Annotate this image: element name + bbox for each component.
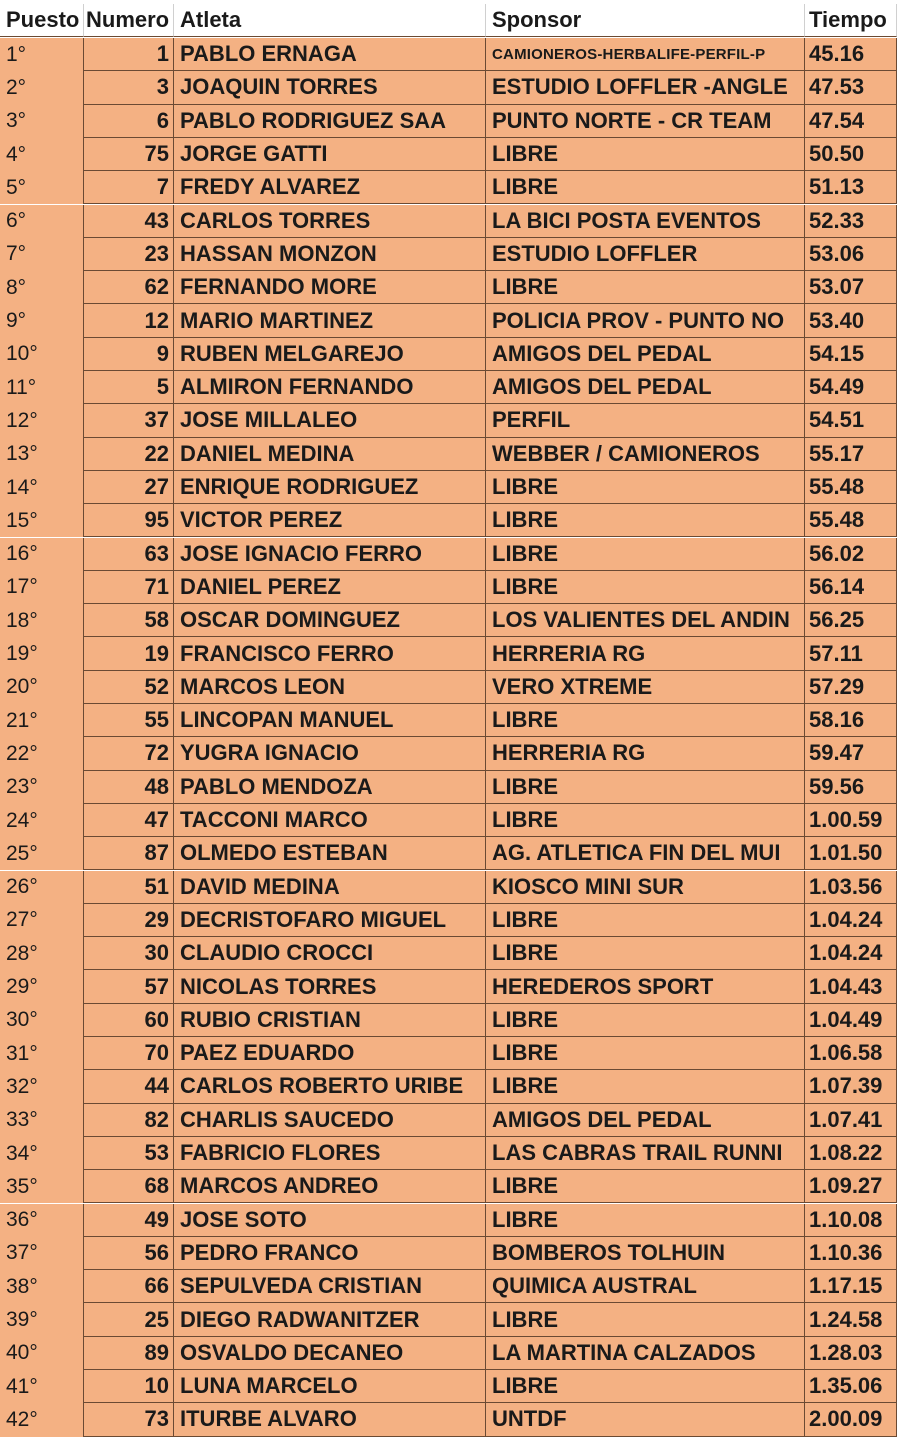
cell-tiempo[interactable]: 52.33 [805, 205, 897, 238]
cell-puesto[interactable]: 21° [0, 704, 84, 737]
cell-puesto[interactable]: 8° [0, 271, 84, 304]
cell-sponsor[interactable]: LA BICI POSTA EVENTOS [486, 205, 805, 238]
cell-sponsor[interactable]: HERRERIA RG [486, 737, 805, 770]
cell-tiempo[interactable]: 2.00.09 [805, 1403, 897, 1436]
cell-puesto[interactable]: 25° [0, 837, 84, 870]
cell-sponsor[interactable]: LIBRE [486, 1370, 805, 1403]
cell-numero[interactable]: 9 [84, 338, 174, 371]
table-row [0, 271, 900, 304]
cell-sponsor[interactable]: LIBRE [486, 904, 805, 937]
table-row [0, 1037, 900, 1070]
table-row [0, 970, 900, 1003]
cell-tiempo[interactable]: 55.48 [805, 504, 897, 537]
cell-sponsor[interactable]: BOMBEROS TOLHUIN [486, 1237, 805, 1270]
cell-atleta[interactable]: JOAQUIN TORRES [174, 71, 486, 104]
cell-puesto[interactable]: 6° [0, 205, 84, 238]
cell-numero[interactable]: 22 [84, 438, 174, 471]
cell-puesto[interactable]: 14° [0, 471, 84, 504]
cell-puesto[interactable]: 16° [0, 538, 84, 571]
cell-tiempo[interactable]: 56.25 [805, 604, 897, 637]
cell-atleta[interactable]: ALMIRON FERNANDO [174, 371, 486, 404]
cell-puesto[interactable]: 42° [0, 1403, 84, 1436]
cell-tiempo[interactable]: 1.09.27 [805, 1170, 897, 1203]
cell-tiempo[interactable]: 53.40 [805, 304, 897, 337]
cell-puesto[interactable]: 11° [0, 371, 84, 404]
cell-tiempo[interactable]: 1.28.03 [805, 1337, 897, 1370]
table-row [0, 1270, 900, 1303]
cell-sponsor[interactable]: LIBRE [486, 538, 805, 571]
cell-numero[interactable]: 71 [84, 571, 174, 604]
header-sponsor[interactable]: Sponsor [486, 4, 805, 37]
cell-tiempo[interactable]: 53.06 [805, 238, 897, 271]
cell-sponsor[interactable]: LIBRE [486, 471, 805, 504]
cell-numero[interactable]: 48 [84, 771, 174, 804]
cell-puesto[interactable]: 31° [0, 1037, 84, 1070]
cell-puesto[interactable]: 35° [0, 1170, 84, 1203]
cell-tiempo[interactable]: 59.56 [805, 771, 897, 804]
table-row [0, 238, 900, 271]
cell-numero[interactable]: 51 [84, 871, 174, 904]
table-row [0, 937, 900, 970]
cell-numero[interactable]: 68 [84, 1170, 174, 1203]
cell-numero[interactable]: 25 [84, 1303, 174, 1336]
cell-tiempo[interactable]: 1.01.50 [805, 837, 897, 870]
cell-sponsor[interactable]: LIBRE [486, 937, 805, 970]
cell-numero[interactable]: 19 [84, 637, 174, 670]
cell-numero[interactable]: 44 [84, 1070, 174, 1103]
cell-numero[interactable]: 27 [84, 471, 174, 504]
cell-numero[interactable]: 37 [84, 404, 174, 437]
table-row [0, 704, 900, 737]
table-row [0, 1004, 900, 1037]
cell-sponsor[interactable]: LIBRE [486, 571, 805, 604]
cell-atleta[interactable]: JOSE IGNACIO FERRO [174, 538, 486, 571]
cell-tiempo[interactable]: 45.16 [805, 38, 897, 71]
cell-sponsor[interactable]: LIBRE [486, 1037, 805, 1070]
cell-atleta[interactable]: HASSAN MONZON [174, 238, 486, 271]
cell-numero[interactable]: 70 [84, 1037, 174, 1070]
cell-puesto[interactable]: 17° [0, 571, 84, 604]
cell-atleta[interactable]: CARLOS TORRES [174, 205, 486, 238]
cell-tiempo[interactable]: 54.49 [805, 371, 897, 404]
cell-atleta[interactable]: PEDRO FRANCO [174, 1237, 486, 1270]
cell-atleta[interactable]: MARCOS LEON [174, 671, 486, 704]
cell-puesto[interactable]: 26° [0, 871, 84, 904]
cell-atleta[interactable]: JOSE SOTO [174, 1204, 486, 1237]
cell-sponsor[interactable]: LIBRE [486, 1204, 805, 1237]
cell-puesto[interactable]: 30° [0, 1004, 84, 1037]
cell-numero[interactable]: 73 [84, 1403, 174, 1436]
cell-sponsor[interactable]: LIBRE [486, 1070, 805, 1103]
cell-tiempo[interactable]: 56.02 [805, 538, 897, 571]
table-row [0, 1370, 900, 1403]
cell-tiempo[interactable]: 56.14 [805, 571, 897, 604]
table-row [0, 105, 900, 138]
cell-atleta[interactable]: FERNANDO MORE [174, 271, 486, 304]
cell-atleta[interactable]: MARCOS ANDREO [174, 1170, 486, 1203]
cell-puesto[interactable]: 34° [0, 1137, 84, 1170]
table-row [0, 804, 900, 837]
cell-atleta[interactable]: ENRIQUE RODRIGUEZ [174, 471, 486, 504]
cell-atleta[interactable]: OSCAR DOMINGUEZ [174, 604, 486, 637]
cell-sponsor[interactable]: PUNTO NORTE - CR TEAM [486, 105, 805, 138]
cell-puesto[interactable]: 38° [0, 1270, 84, 1303]
cell-atleta[interactable]: PAEZ EDUARDO [174, 1037, 486, 1070]
cell-puesto[interactable]: 33° [0, 1104, 84, 1137]
cell-sponsor[interactable]: UNTDF [486, 1403, 805, 1436]
cell-puesto[interactable]: 19° [0, 637, 84, 670]
table-row [0, 671, 900, 704]
cell-atleta[interactable]: FABRICIO FLORES [174, 1137, 486, 1170]
cell-sponsor[interactable]: AG. ATLETICA FIN DEL MUI [486, 837, 805, 870]
cell-tiempo[interactable]: 1.06.58 [805, 1037, 897, 1070]
cell-puesto[interactable]: 40° [0, 1337, 84, 1370]
cell-numero[interactable]: 89 [84, 1337, 174, 1370]
cell-atleta[interactable]: OLMEDO ESTEBAN [174, 837, 486, 870]
cell-numero[interactable]: 47 [84, 804, 174, 837]
cell-puesto[interactable]: 2° [0, 71, 84, 104]
header-puesto[interactable]: Puesto [0, 4, 84, 37]
table-row [0, 338, 900, 371]
cell-tiempo[interactable]: 1.08.22 [805, 1137, 897, 1170]
cell-sponsor[interactable]: ESTUDIO LOFFLER -ANGLE [486, 71, 805, 104]
cell-sponsor[interactable]: LIBRE [486, 771, 805, 804]
cell-numero[interactable]: 57 [84, 970, 174, 1003]
cell-sponsor[interactable]: VERO XTREME [486, 671, 805, 704]
table-row [0, 1204, 900, 1237]
table-row [0, 438, 900, 471]
cell-puesto[interactable]: 10° [0, 338, 84, 371]
cell-sponsor[interactable]: AMIGOS DEL PEDAL [486, 338, 805, 371]
cell-sponsor[interactable]: CAMIONEROS-HERBALIFE-PERFIL-P [486, 38, 805, 71]
cell-numero[interactable]: 82 [84, 1104, 174, 1137]
table-row [0, 1337, 900, 1370]
table-row [0, 1070, 900, 1103]
cell-tiempo[interactable]: 1.03.56 [805, 871, 897, 904]
cell-sponsor[interactable]: LIBRE [486, 171, 805, 204]
table-row [0, 38, 900, 71]
table-row [0, 771, 900, 804]
cell-tiempo[interactable]: 58.16 [805, 704, 897, 737]
table-row [0, 1137, 900, 1170]
cell-tiempo[interactable]: 55.48 [805, 471, 897, 504]
cell-tiempo[interactable]: 50.50 [805, 138, 897, 171]
cell-numero[interactable]: 63 [84, 538, 174, 571]
table-row [0, 904, 900, 937]
cell-puesto[interactable]: 18° [0, 604, 84, 637]
table-row [0, 571, 900, 604]
cell-numero[interactable]: 3 [84, 71, 174, 104]
header-atleta[interactable]: Atleta [174, 4, 486, 37]
cell-numero[interactable]: 95 [84, 504, 174, 537]
cell-atleta[interactable]: DIEGO RADWANITZER [174, 1303, 486, 1336]
cell-sponsor[interactable]: POLICIA PROV - PUNTO NO [486, 304, 805, 337]
cell-atleta[interactable]: SEPULVEDA CRISTIAN [174, 1270, 486, 1303]
cell-numero[interactable]: 87 [84, 837, 174, 870]
cell-numero[interactable]: 43 [84, 205, 174, 238]
table-row [0, 371, 900, 404]
cell-tiempo[interactable]: 51.13 [805, 171, 897, 204]
table-row [0, 138, 900, 171]
cell-puesto[interactable]: 37° [0, 1237, 84, 1270]
cell-sponsor[interactable]: WEBBER / CAMIONEROS [486, 438, 805, 471]
cell-sponsor[interactable]: LOS VALIENTES DEL ANDIN [486, 604, 805, 637]
cell-sponsor[interactable]: HEREDEROS SPORT [486, 970, 805, 1003]
cell-tiempo[interactable]: 1.04.24 [805, 904, 897, 937]
cell-atleta[interactable]: YUGRA IGNACIO [174, 737, 486, 770]
table-row [0, 71, 900, 104]
header-numero[interactable]: Numero [84, 4, 174, 37]
cell-numero[interactable]: 23 [84, 238, 174, 271]
cell-sponsor[interactable]: LIBRE [486, 138, 805, 171]
table-row [0, 1237, 900, 1270]
cell-numero[interactable]: 6 [84, 105, 174, 138]
cell-numero[interactable]: 52 [84, 671, 174, 704]
cell-sponsor[interactable]: LA MARTINA CALZADOS [486, 1337, 805, 1370]
cell-tiempo[interactable]: 1.04.43 [805, 970, 897, 1003]
cell-tiempo[interactable]: 1.17.15 [805, 1270, 897, 1303]
table-row [0, 1303, 900, 1336]
cell-atleta[interactable]: RUBEN MELGAREJO [174, 338, 486, 371]
cell-tiempo[interactable]: 1.04.49 [805, 1004, 897, 1037]
cell-tiempo[interactable]: 54.51 [805, 404, 897, 437]
cell-puesto[interactable]: 4° [0, 138, 84, 171]
cell-numero[interactable]: 10 [84, 1370, 174, 1403]
table-row [0, 637, 900, 670]
cell-atleta[interactable]: DANIEL MEDINA [174, 438, 486, 471]
table-row [0, 871, 900, 904]
cell-puesto[interactable]: 29° [0, 970, 84, 1003]
cell-sponsor[interactable]: LIBRE [486, 1303, 805, 1336]
cell-atleta[interactable]: CHARLIS SAUCEDO [174, 1104, 486, 1137]
cell-numero[interactable]: 60 [84, 1004, 174, 1037]
cell-atleta[interactable]: ITURBE ALVARO [174, 1403, 486, 1436]
table-row [0, 737, 900, 770]
cell-atleta[interactable]: CARLOS ROBERTO URIBE [174, 1070, 486, 1103]
cell-atleta[interactable]: FRANCISCO FERRO [174, 637, 486, 670]
cell-tiempo[interactable]: 1.35.06 [805, 1370, 897, 1403]
cell-tiempo[interactable]: 1.07.39 [805, 1070, 897, 1103]
cell-atleta[interactable]: VICTOR PEREZ [174, 504, 486, 537]
cell-tiempo[interactable]: 53.07 [805, 271, 897, 304]
header-tiempo[interactable]: Tiempo [805, 4, 897, 37]
cell-puesto[interactable]: 9° [0, 304, 84, 337]
cell-numero[interactable]: 53 [84, 1137, 174, 1170]
cell-numero[interactable]: 55 [84, 704, 174, 737]
cell-tiempo[interactable]: 1.10.08 [805, 1204, 897, 1237]
cell-puesto[interactable]: 13° [0, 438, 84, 471]
cell-numero[interactable]: 12 [84, 304, 174, 337]
cell-numero[interactable]: 72 [84, 737, 174, 770]
cell-numero[interactable]: 49 [84, 1204, 174, 1237]
cell-tiempo[interactable]: 55.17 [805, 438, 897, 471]
cell-numero[interactable]: 5 [84, 371, 174, 404]
table-row [0, 604, 900, 637]
cell-sponsor[interactable]: PERFIL [486, 404, 805, 437]
cell-numero[interactable]: 56 [84, 1237, 174, 1270]
cell-puesto[interactable]: 36° [0, 1204, 84, 1237]
cell-atleta[interactable]: LUNA MARCELO [174, 1370, 486, 1403]
cell-puesto[interactable]: 15° [0, 504, 84, 537]
cell-tiempo[interactable]: 54.15 [805, 338, 897, 371]
table-row [0, 538, 900, 571]
cell-numero[interactable]: 30 [84, 937, 174, 970]
cell-tiempo[interactable]: 1.10.36 [805, 1237, 897, 1270]
cell-sponsor[interactable]: LIBRE [486, 1170, 805, 1203]
table-row [0, 1104, 900, 1137]
cell-tiempo[interactable]: 1.07.41 [805, 1104, 897, 1137]
cell-numero[interactable]: 75 [84, 138, 174, 171]
table-row [0, 1403, 900, 1436]
cell-tiempo[interactable]: 1.04.24 [805, 937, 897, 970]
cell-atleta[interactable]: PABLO RODRIGUEZ SAA [174, 105, 486, 138]
cell-tiempo[interactable]: 57.11 [805, 637, 897, 670]
cell-puesto[interactable]: 23° [0, 771, 84, 804]
table-row [0, 471, 900, 504]
cell-sponsor[interactable]: HERRERIA RG [486, 637, 805, 670]
cell-atleta[interactable]: CLAUDIO CROCCI [174, 937, 486, 970]
cell-puesto[interactable]: 20° [0, 671, 84, 704]
cell-sponsor[interactable]: KIOSCO MINI SUR [486, 871, 805, 904]
cell-numero[interactable]: 66 [84, 1270, 174, 1303]
table-row [0, 171, 900, 204]
table-row [0, 205, 900, 238]
cell-sponsor[interactable]: LAS CABRAS TRAIL RUNNI [486, 1137, 805, 1170]
cell-sponsor[interactable]: LIBRE [486, 704, 805, 737]
cell-puesto[interactable]: 7° [0, 238, 84, 271]
cell-atleta[interactable]: NICOLAS TORRES [174, 970, 486, 1003]
cell-atleta[interactable]: JORGE GATTI [174, 138, 486, 171]
table-row [0, 504, 900, 537]
header-row [0, 4, 900, 37]
cell-atleta[interactable]: LINCOPAN MANUEL [174, 704, 486, 737]
cell-puesto[interactable]: 27° [0, 904, 84, 937]
cell-numero[interactable]: 29 [84, 904, 174, 937]
cell-atleta[interactable]: JOSE MILLALEO [174, 404, 486, 437]
cell-sponsor[interactable]: LIBRE [486, 504, 805, 537]
cell-atleta[interactable]: FREDY ALVAREZ [174, 171, 486, 204]
cell-sponsor[interactable]: ESTUDIO LOFFLER [486, 238, 805, 271]
cell-puesto[interactable]: 41° [0, 1370, 84, 1403]
cell-atleta[interactable]: PABLO ERNAGA [174, 38, 486, 71]
cell-sponsor[interactable]: AMIGOS DEL PEDAL [486, 371, 805, 404]
cell-puesto[interactable]: 3° [0, 105, 84, 138]
cell-puesto[interactable]: 24° [0, 804, 84, 837]
cell-tiempo[interactable]: 59.47 [805, 737, 897, 770]
cell-tiempo[interactable]: 1.24.58 [805, 1303, 897, 1336]
table-row [0, 837, 900, 870]
cell-sponsor[interactable]: LIBRE [486, 271, 805, 304]
cell-atleta[interactable]: MARIO MARTINEZ [174, 304, 486, 337]
cell-atleta[interactable]: PABLO MENDOZA [174, 771, 486, 804]
cell-tiempo[interactable]: 57.29 [805, 671, 897, 704]
cell-tiempo[interactable]: 47.54 [805, 105, 897, 138]
table-row [0, 1170, 900, 1203]
cell-sponsor[interactable]: LIBRE [486, 1004, 805, 1037]
cell-tiempo[interactable]: 1.00.59 [805, 804, 897, 837]
cell-puesto[interactable]: 28° [0, 937, 84, 970]
cell-sponsor[interactable]: LIBRE [486, 804, 805, 837]
cell-puesto[interactable]: 1° [0, 38, 84, 71]
cell-numero[interactable]: 58 [84, 604, 174, 637]
cell-atleta[interactable]: DANIEL PEREZ [174, 571, 486, 604]
cell-puesto[interactable]: 5° [0, 171, 84, 204]
cell-atleta[interactable]: TACCONI MARCO [174, 804, 486, 837]
cell-numero[interactable]: 7 [84, 171, 174, 204]
cell-atleta[interactable]: RUBIO CRISTIAN [174, 1004, 486, 1037]
cell-tiempo[interactable]: 47.53 [805, 71, 897, 104]
cell-puesto[interactable]: 12° [0, 404, 84, 437]
cell-atleta[interactable]: OSVALDO DECANEO [174, 1337, 486, 1370]
cell-puesto[interactable]: 39° [0, 1303, 84, 1336]
cell-sponsor[interactable]: QUIMICA AUSTRAL [486, 1270, 805, 1303]
cell-sponsor[interactable]: AMIGOS DEL PEDAL [486, 1104, 805, 1137]
cell-atleta[interactable]: DAVID MEDINA [174, 871, 486, 904]
table-row [0, 404, 900, 437]
table-row [0, 304, 900, 337]
cell-puesto[interactable]: 22° [0, 737, 84, 770]
cell-puesto[interactable]: 32° [0, 1070, 84, 1103]
cell-atleta[interactable]: DECRISTOFARO MIGUEL [174, 904, 486, 937]
cell-numero[interactable]: 1 [84, 38, 174, 71]
cell-numero[interactable]: 62 [84, 271, 174, 304]
